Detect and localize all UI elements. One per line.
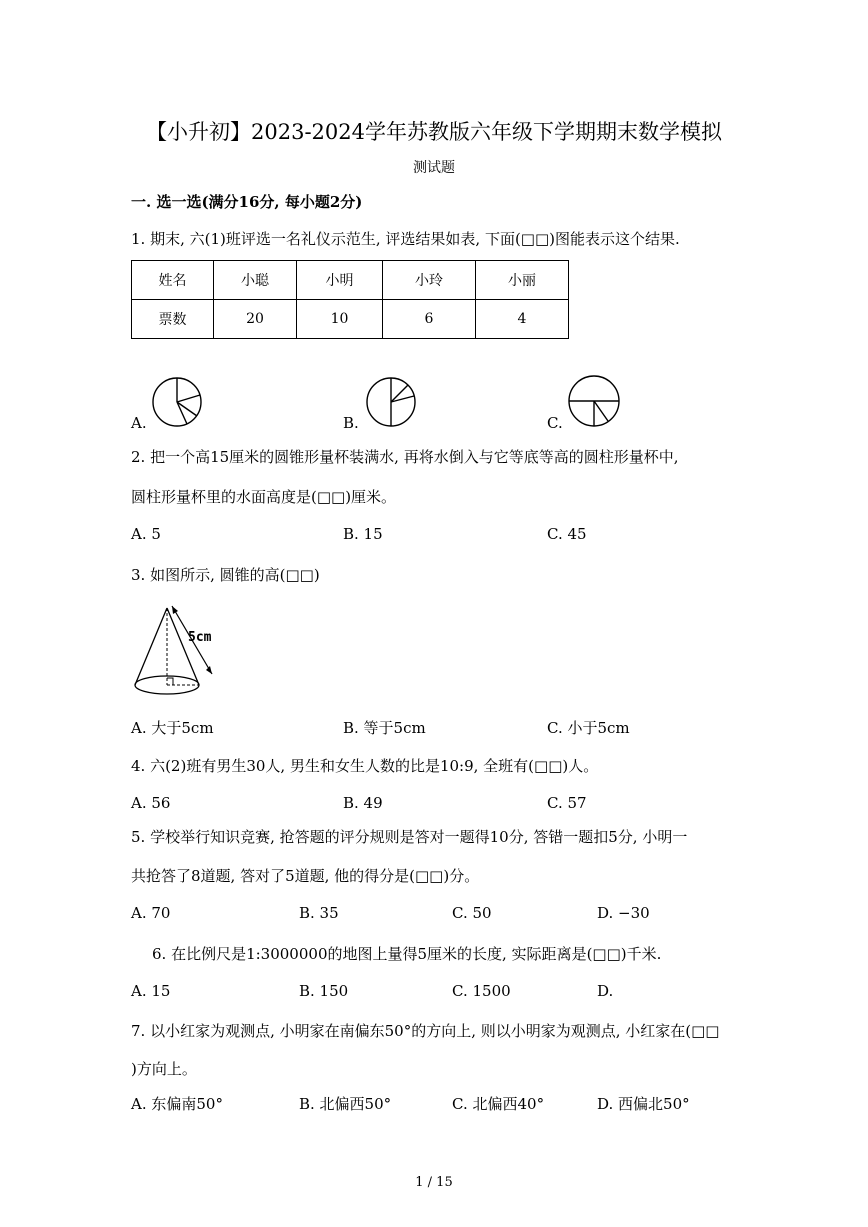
table-cell: 小聪 (214, 261, 297, 300)
q1-option-a-label: A. (131, 414, 147, 432)
table-cell: 姓名 (132, 261, 214, 300)
table-row (132, 300, 569, 339)
question-5-line-2: 共抢答了8道题, 答对了5道题, 他的得分是(□□)分。 (131, 867, 480, 885)
table-row (132, 261, 569, 300)
q6-option-c: C. 1500 (452, 982, 511, 1000)
cone-slant-label: 5cm (188, 630, 212, 645)
q3-option-a: A. 大于5cm (131, 719, 214, 737)
document-subtitle: 测试题 (413, 160, 455, 176)
q7-option-c: C. 北偏西40° (452, 1095, 545, 1113)
q6-option-a: A. 15 (131, 982, 171, 1000)
q6-option-b: B. 150 (299, 982, 349, 1000)
table-cell: 小明 (297, 261, 383, 300)
q5-option-a: A. 70 (131, 904, 171, 922)
question-2-line-1: 2. 把一个高15厘米的圆锥形量杯装满水, 再将水倒入与它等底等高的圆柱形量杯中, (131, 448, 679, 466)
q5-option-b: B. 35 (299, 904, 339, 922)
document-title: 【小升初】2023-2024学年苏教版六年级下学期期末数学模拟 (146, 120, 722, 144)
q2-option-a: A. 5 (131, 525, 161, 543)
question-2-line-2: 圆柱形量杯里的水面高度是(□□)厘米。 (131, 488, 397, 506)
q7-option-a: A. 东偏南50° (131, 1095, 223, 1113)
question-7-line-2: )方向上。 (131, 1060, 197, 1078)
question-6-stem: 6. 在比例尺是1:3000000的地图上量得5厘米的长度, 实际距离是(□□)千米. (152, 945, 662, 963)
table-cell: 10 (297, 300, 383, 339)
section-heading: 一. 选一选(满分16分, 每小题2分) (131, 193, 363, 211)
table-cell: 小玲 (383, 261, 476, 300)
table-cell: 6 (383, 300, 476, 339)
q5-option-c: C. 50 (452, 904, 492, 922)
question-3-stem: 3. 如图所示, 圆锥的高(□□) (131, 566, 320, 584)
pie-chart-c (566, 374, 624, 428)
cone-figure (128, 600, 238, 700)
pie-chart-b (364, 376, 420, 428)
page-number: 1 / 15 (415, 1175, 453, 1190)
q2-option-c: C. 45 (547, 525, 587, 543)
q6-option-d: D. (597, 982, 614, 1000)
q7-option-d: D. 西偏北50° (597, 1095, 690, 1113)
table-cell: 票数 (132, 300, 214, 339)
question-4-stem: 4. 六(2)班有男生30人, 男生和女生人数的比是10:9, 全班有(□□)人。 (131, 757, 599, 775)
q3-option-c: C. 小于5cm (547, 719, 630, 737)
table-cell: 小丽 (476, 261, 569, 300)
table-cell: 20 (214, 300, 297, 339)
pie-chart-a (150, 376, 206, 428)
q1-option-c-label: C. (547, 414, 563, 432)
q1-option-b-label: B. (343, 414, 359, 432)
q4-option-c: C. 57 (547, 794, 587, 812)
table-cell: 4 (476, 300, 569, 339)
q7-option-b: B. 北偏西50° (299, 1095, 392, 1113)
question-1-stem: 1. 期末, 六(1)班评选一名礼仪示范生, 评选结果如表, 下面(□□)图能表示这个结果. (131, 230, 680, 248)
vote-table (131, 260, 569, 339)
q3-option-b: B. 等于5cm (343, 719, 426, 737)
q2-option-b: B. 15 (343, 525, 383, 543)
q4-option-a: A. 56 (131, 794, 171, 812)
question-5-line-1: 5. 学校举行知识竞赛, 抢答题的评分规则是答对一题得10分, 答错一题扣5分, 小明一 (131, 828, 688, 846)
q5-option-d: D. −30 (597, 904, 650, 922)
q4-option-b: B. 49 (343, 794, 383, 812)
question-7-line-1: 7. 以小红家为观测点, 小明家在南偏东50°的方向上, 则以小明家为观测点, 小红家在(□□ (131, 1022, 720, 1040)
